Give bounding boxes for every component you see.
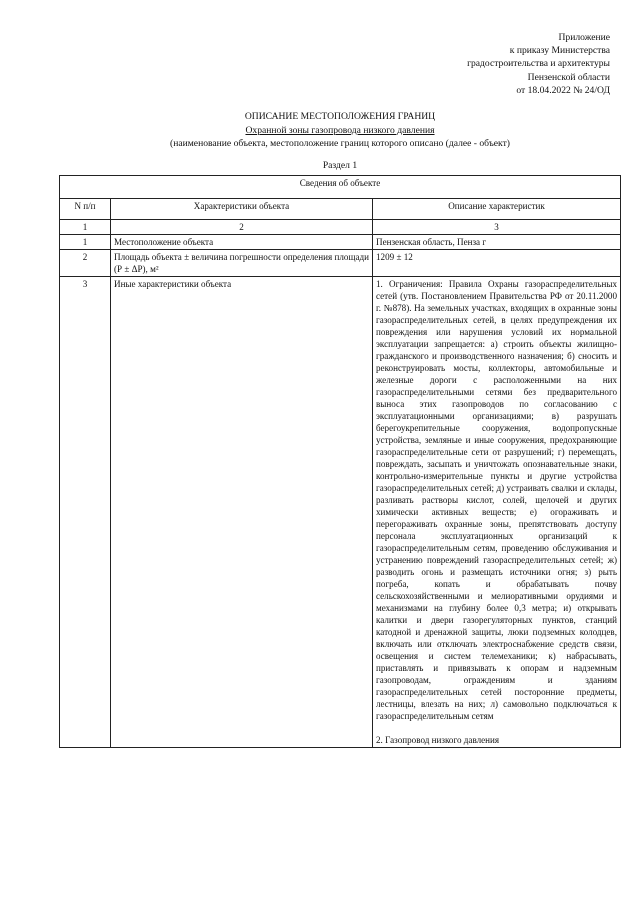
appendix-line: к приказу Министерства xyxy=(509,45,610,57)
table-caption-row xyxy=(60,176,621,199)
restrictions-text: 1. Ограничения: Правила Охраны газораспределительных сетей (утв. Постановлением Правительства РФ от 20.11.2000 г. №878). На земельных участках, входящих в охранные зоны газораспределительных сетей, в целях предупреждения их повреждения или нарушения условий их нормальной эксплуатации запрещается: а) строить объекты жилищно-гражданского и производственного назначения; б) сносить и реконструировать мосты, коллекторы, автомобильные и железные дороги с расположенными на них газораспределительными сетями без предварительного выноса этих газопроводов по согласованию с эксплуатационными организациями; в) разрушать берегоукрепительные сооружения, водопропускные устройства, земляные и иные сооружения, предохраняющие газораспределительные сети от разрушений; г) перемещать, повреждать, засыпать и уничтожать опознавательные знаки, контрольно-измерительные пункты и другие устройства газораспределительных сетей; д) устраивать свалки и склады, разливать растворы кислот, солей, щелочей и других химически активных веществ; е) огораживать и перегораживать охранные зоны, препятствовать доступу персонала эксплуатационных организаций к газораспределительным сетям, проведению обслуживания и устранению повреждений газораспределительных сетей; ж) разводить огонь и размещать источники огня; з) рыть погреба, копать и обрабатывать почву сельскохозяйственными и мелиоративными орудиями и механизмами на глубину более 0,3 метра; и) открывать калитки и двери газорегуляторных пунктов, станций катодной и дренажной защиты, люки подземных колодцев, включать или отключать электроснабжение средств связи, освещения и систем телемеханики; к) набрасывать, приставлять и привязывать к опорам и надземным газопроводам, ограждениям и зданиям газораспределительных сетей посторонние предметы, лестницы, влезать на них; л) самовольно подключаться к газораспределительным сетям xyxy=(376,279,618,721)
header-characteristic: Характеристики объекта xyxy=(111,199,373,220)
section-label: Раздел 1 xyxy=(322,160,358,171)
object-name-explanation: (наименование объекта, местоположение границ которого описано (далее - объект) xyxy=(170,138,510,149)
appendix-line: Пензенской области xyxy=(527,71,610,83)
appendix-line: от 18.04.2022 № 24/ОД xyxy=(516,84,610,96)
object-info-table xyxy=(59,175,621,748)
table-row xyxy=(60,277,621,748)
row-characteristic: Иные характеристики объекта xyxy=(111,277,373,748)
row-characteristic: Местоположение объекта xyxy=(111,235,373,250)
row-number: 1 xyxy=(60,235,111,250)
row-description xyxy=(373,277,621,748)
table-caption: Сведения об объекте xyxy=(60,176,621,199)
document-heading xyxy=(60,110,620,172)
pipeline-text: 2. Газопровод низкого давления xyxy=(376,735,500,745)
row-description: 1209 ± 12 xyxy=(373,250,621,277)
column-number: 3 xyxy=(373,220,621,235)
table-row xyxy=(60,235,621,250)
header-description: Описание характеристик xyxy=(373,199,621,220)
header-number: N п/п xyxy=(60,199,111,220)
row-characteristic: Площадь объекта ± величина погрешности определения площади (Р ± ΔР), м² xyxy=(111,250,373,277)
row-description: Пензенская область, Пенза г xyxy=(373,235,621,250)
object-name: Охранной зоны газопровода низкого давления xyxy=(245,125,435,136)
column-number-row xyxy=(60,220,621,235)
column-number: 2 xyxy=(111,220,373,235)
row-number: 3 xyxy=(60,277,111,748)
column-number: 1 xyxy=(60,220,111,235)
table-row xyxy=(60,250,621,277)
document-title: ОПИСАНИЕ МЕСТОПОЛОЖЕНИЯ ГРАНИЦ xyxy=(244,111,436,122)
appendix-line: градостроительства и архитектуры xyxy=(467,58,610,70)
row-number: 2 xyxy=(60,250,111,277)
appendix-line: Приложение xyxy=(558,32,610,43)
appendix-block xyxy=(370,31,610,97)
table-header-row xyxy=(60,199,621,220)
